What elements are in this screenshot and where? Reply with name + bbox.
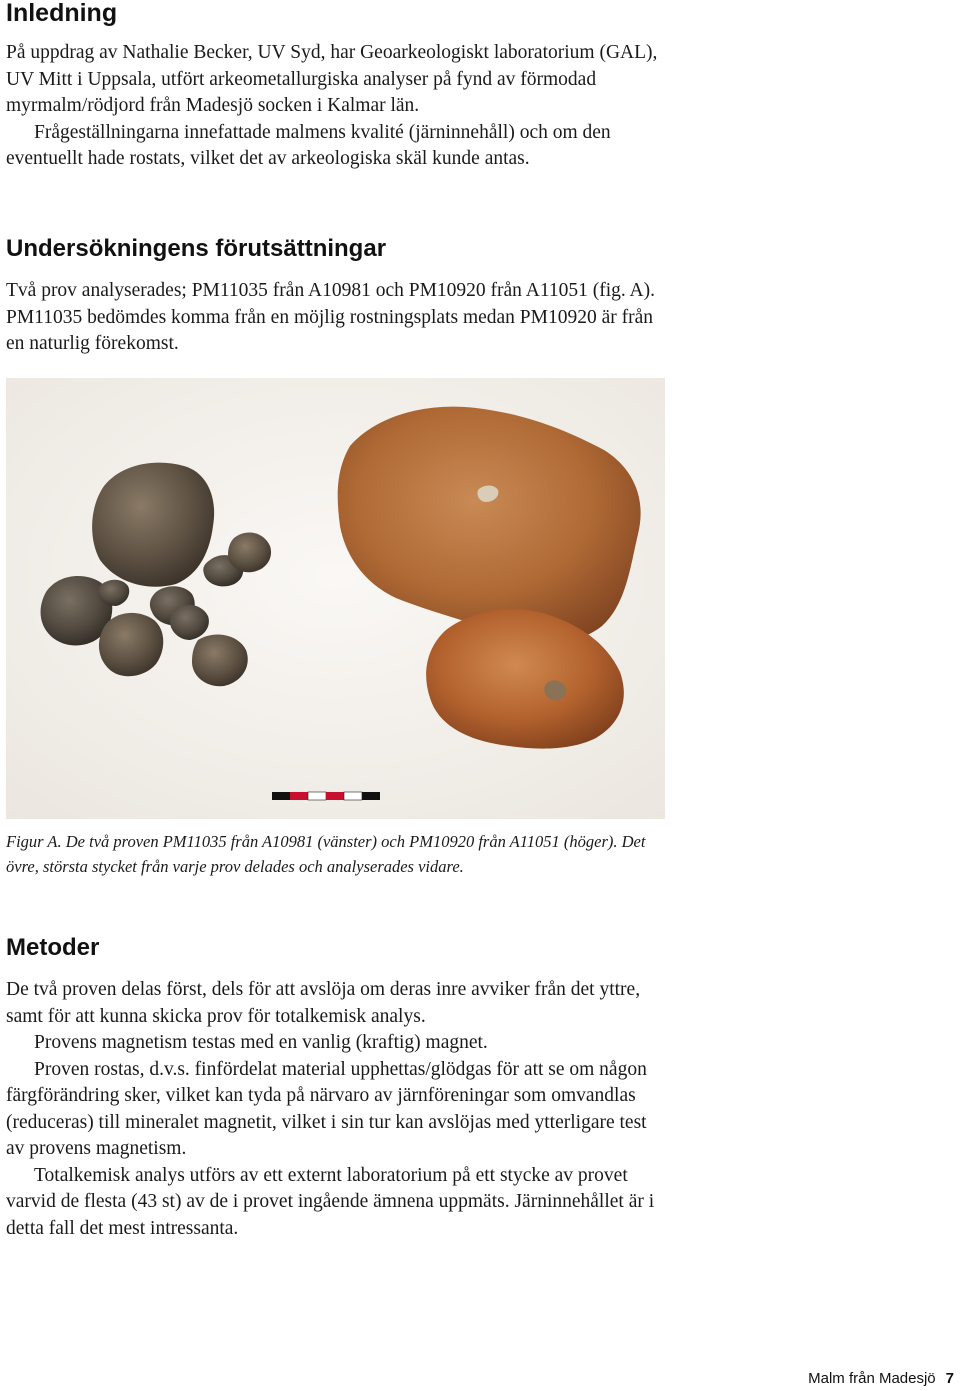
methods-paragraph-4: Totalkemisk analys utförs av ett externt laboratorium på ett stycke av provet varvid de flesta (43 st) av de i provet ingående ämnena uppmäts. Järninnehållet är i detta fall det mest intressanta. [6, 1164, 655, 1239]
footer-title: Malm från Madesjö [808, 1370, 936, 1387]
figure-caption: Figur A. De två proven PM11035 från A10981 (vänster) och PM10920 från A11051 (höger). Det övre, största stycket från varje prov delades och analyserades vidare. [6, 832, 646, 876]
section-heading-prerequisites: Undersökningens förutsättningar [6, 235, 387, 262]
methods-paragraph-2: Provens magnetism testas med en vanlig (kraftig) magnet. [34, 1032, 488, 1053]
ore-samples-photo [6, 378, 665, 819]
methods-paragraph-3: Proven rostas, d.v.s. finfördelat material upphettas/glödgas för att se om någon färgförändring sker, vilket kan tyda på närvaro av järnföreningar som omvandlas (reduceras) till mineralet magnetit, vilket i sin tur kan avslöjas med ytterligare test av provens magnetism. [6, 1058, 647, 1159]
intro-text [6, 40, 666, 173]
figure-photo [6, 378, 665, 819]
intro-paragraph-1: På uppdrag av Nathalie Becker, UV Syd, har Geoarkeologiskt laboratorium (GAL), UV Mitt i Uppsala, utfört arkeometallurgiska analyser på fynd av förmodad myrmalm/rödjord från Madesjö socken i Kalmar län. [6, 42, 658, 116]
section-heading-methods: Metoder [6, 934, 100, 961]
prerequisites-text [6, 278, 666, 358]
page-footer [808, 1370, 954, 1387]
page-number: 7 [945, 1370, 954, 1387]
section-heading-intro: Inledning [6, 0, 118, 27]
methods-paragraph-1: De två proven delas först, dels för att avslöja om deras inre avviker från det yttre, samt för att kunna skicka prov för totalkemisk analys. [6, 979, 641, 1027]
methods-text [6, 977, 666, 1242]
prerequisites-paragraph-1: Två prov analyserades; PM11035 från A10981 och PM10920 från A11051 (fig. A). PM11035 bedömdes komma från en möjlig rostningsplats medan PM10920 är från en naturlig förekomst. [6, 280, 655, 354]
intro-paragraph-2: Frågeställningarna innefattade malmens kvalité (järninnehåll) och om den eventuellt hade rostats, vilket det av arkeologiska skäl kunde antas. [6, 121, 611, 169]
